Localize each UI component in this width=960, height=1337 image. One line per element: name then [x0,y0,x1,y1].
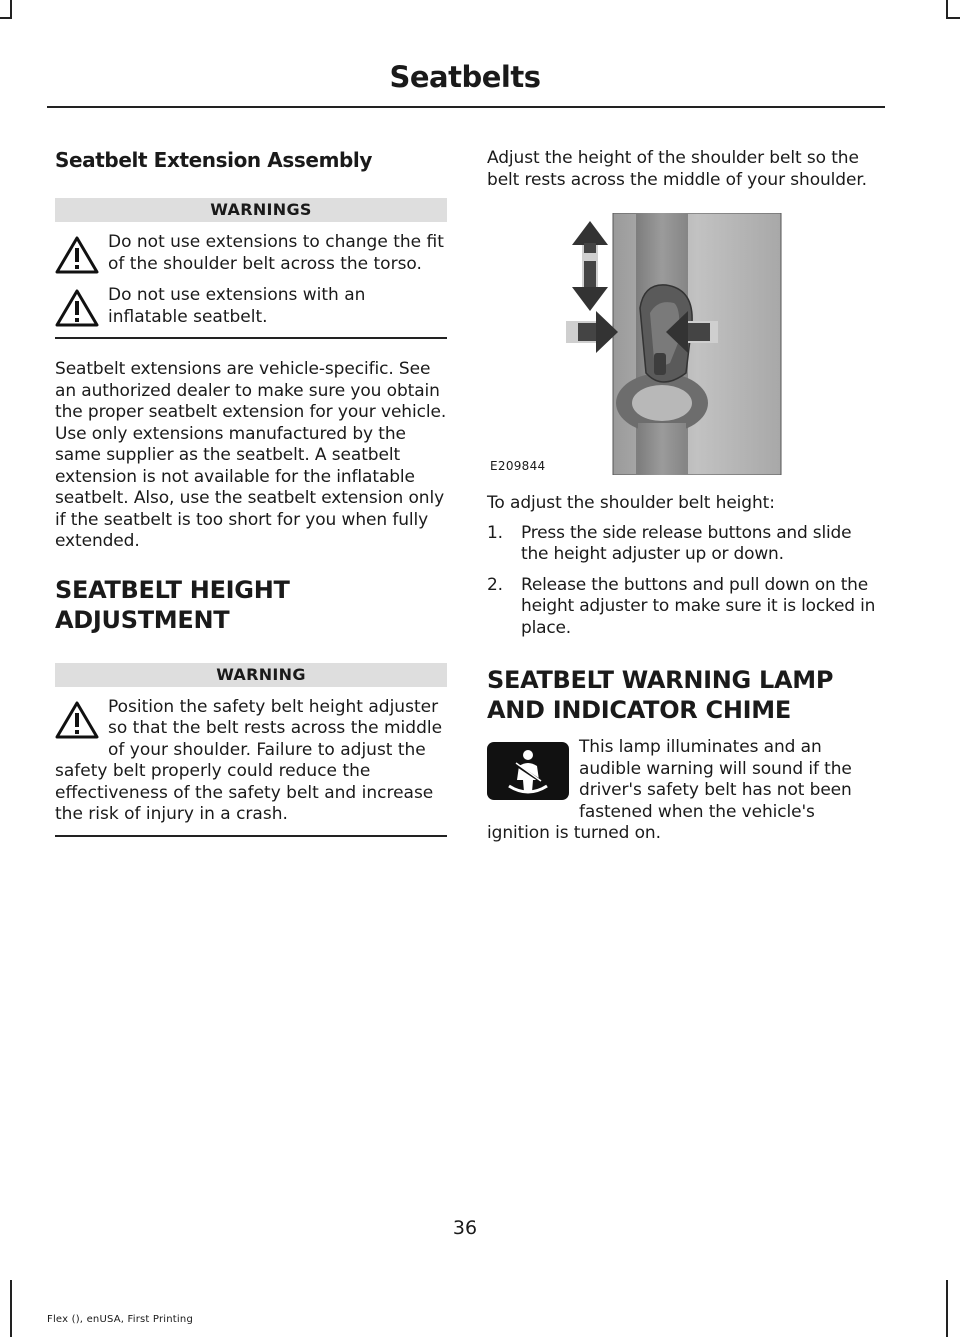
step-number: 1. [487,522,503,543]
warning-triangle-icon [55,288,99,328]
crop-mark [946,1280,948,1337]
extension-heading: Seatbelt Extension Assembly [55,148,373,172]
crop-mark [946,0,948,18]
height-intro: Adjust the height of the shoulder belt so the belt rests across the middle of your shoulder. [487,148,867,190]
extension-paragraph: Seatbelt extensions are vehicle-specific. See an authorized dealer to make sure you obtain the proper seatbelt extension for your vehicle. Use only extensions manufactured by the same supplier as the seatbelt. A seatbelt extension is not available for the inflatable seatbelt. Also, use the seatbelt extension only if the seatbelt is too short for you when fully extended. [55,359,447,551]
height-heading-line2: ADJUSTMENT [55,605,230,634]
warning-triangle-icon [55,235,99,275]
warning-label: WARNING [55,663,447,687]
height-warning-box [55,663,447,837]
edition-footer: Flex (), enUSA, First Printing [47,1314,193,1325]
step-number: 2. [487,574,503,595]
crop-mark [10,1280,12,1337]
steps-list [487,523,882,640]
crop-mark [10,0,12,18]
page-number: 36 [452,1217,478,1239]
lamp-section [487,737,882,845]
height-adjuster-figure [490,213,866,475]
step-text: Release the buttons and pull down on the height adjuster to make sure it is locked in place. [521,574,876,638]
warnings-box [55,198,447,339]
list-item [487,575,882,640]
warning-item [55,285,447,328]
lamp-heading-line1: SEATBELT WARNING LAMP [487,666,834,694]
seatbelt-warning-lamp-icon [487,742,569,800]
warning-triangle-icon [55,700,99,740]
warnings-label: WARNINGS [55,198,447,222]
seatbelt-adjuster-illustration [566,213,866,475]
list-item [487,523,882,566]
crop-mark [0,17,12,19]
title-divider [47,106,885,108]
arrow-right-icon [566,311,618,353]
lamp-text: This lamp illuminates and an audible warning will sound if the driver's safety belt has not been fastened when the vehicle's ignition is turned on. [487,737,852,843]
warning-text: Do not use extensions to change the fit of the shoulder belt across the torso. [108,232,444,274]
warnings-bottom-rule [55,337,447,339]
warning-item [55,232,447,275]
lamp-heading-line2: AND INDICATOR CHIME [487,696,791,724]
height-heading-line1: SEATBELT HEIGHT [55,575,290,604]
page-title: Seatbelts [389,60,541,94]
left-column [55,140,447,837]
warning-text: Position the safety belt height adjuster so that the belt rests across the middle of your shoulder. Failure to adjust the safety belt properly could reduce the effectiveness of the safety belt and increase the risk of injury in a crash. [55,696,443,824]
warning-text: Do not use extensions with an inflatable seatbelt. [108,285,366,327]
warning-item [55,697,447,826]
right-column [487,140,882,845]
arrow-down-icon [572,253,608,311]
warning-bottom-rule [55,835,447,837]
steps-intro: To adjust the shoulder belt height: [487,493,775,513]
figure-code: E209844 [490,459,546,473]
crop-mark [946,17,960,19]
step-text: Press the side release buttons and slide the height adjuster up or down. [521,522,852,564]
